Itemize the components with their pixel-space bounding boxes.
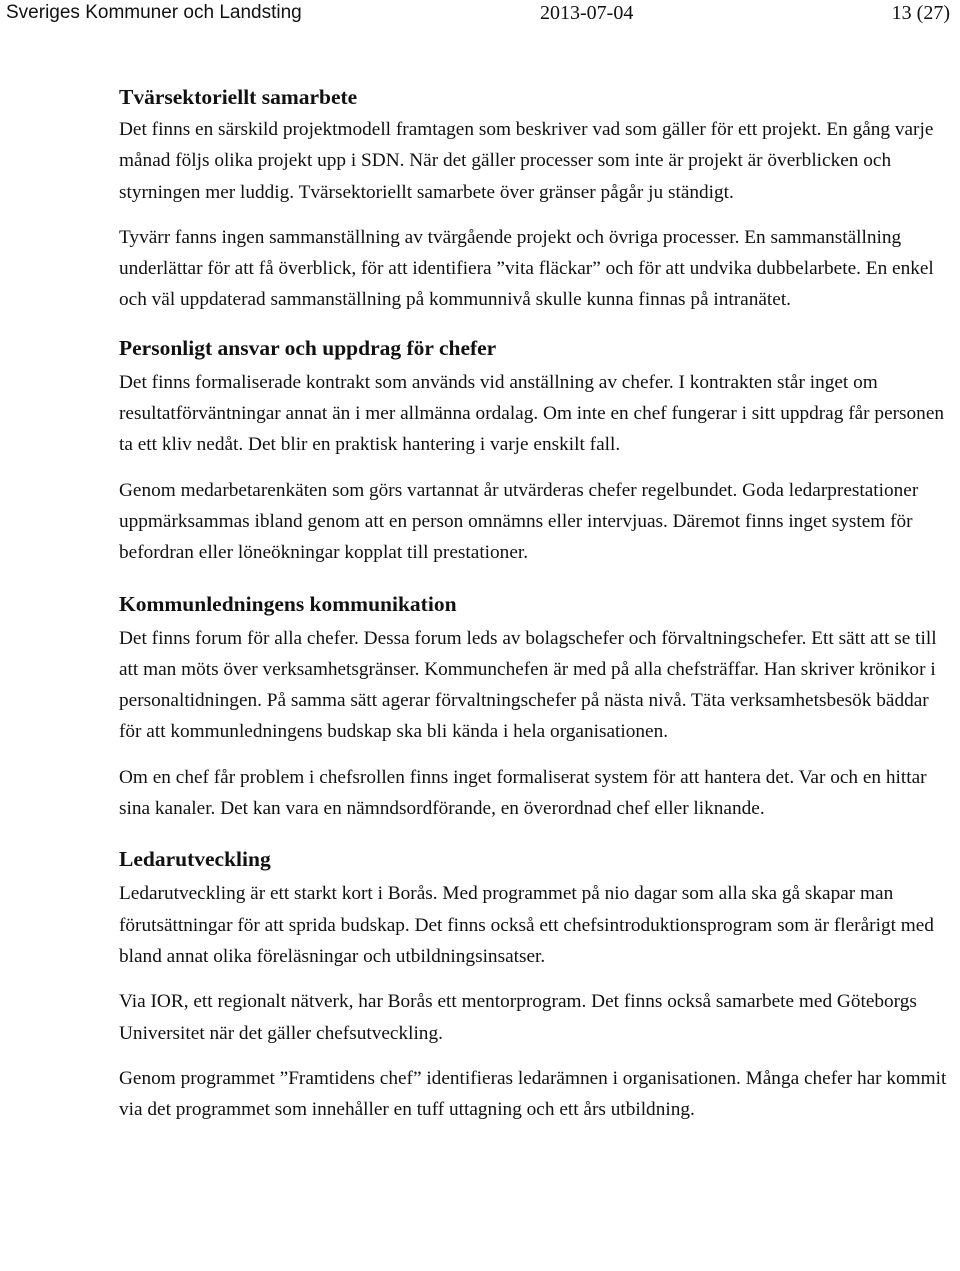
paragraph: Genom programmet ”Framtidens chef” identifieras ledarämnen i organisationen. Många chefer har kommit via det programmet som innehåller en tuff uttagning och ett års utbildning. [119,1067,947,1121]
header-page-number: 13 (27) [891,2,950,24]
paragraph: Det finns formaliserade kontrakt som används vid anställning av chefer. I kontrakten står inget om resultatförväntningar annat än i mer allmänna ordalag. Om inte en chef fungerar i sitt uppdrag får personen ta ett kliv nedåt. Det blir en praktisk hantering i varje enskilt fall. [119,371,945,456]
paragraph: Via IOR, ett regionalt nätverk, har Borås ett mentorprogram. Det finns också samarbete med Göteborgs Universitet när det gäller chefsutveckling. [119,991,917,1044]
paragraph: Genom medarbetarenkäten som görs vartannat år utvärderas chefer regelbundet. Goda ledarprestationer uppmärksammas ibland genom att en person omnämns eller intervjuas. Däremot finns inget system för befordran eller löneökningar kopplat till prestationer. [119,479,919,564]
header-date: 2013-07-04 [540,2,634,24]
paragraph: Det finns forum för alla chefer. Dessa forum leds av bolagschefer och förvaltningschefer. Ett sätt att se till att man möts över verksamhetsgränser. Kommunchefen är med på alla chefsträffar. Han skriver krönikor i personaltidningen. På samma sätt agerar förvaltningschefer på nästa nivå. Täta verksamhetsbesök bäddar för att kommunledningens budskap ska bli kända i hela organisationen. [119,627,937,743]
paragraph: Om en chef får problem i chefsrollen finns inget formaliserat system för att hantera det. Var och en hittar sina kanaler. Det kan vara en nämndsordförande, en överordnad chef eller liknande. [119,766,927,820]
header-organization: Sveriges Kommuner och Landsting [6,2,302,23]
section-heading: Personligt ansvar och uppdrag för chefer [119,335,497,360]
paragraph: Tyvärr fanns ingen sammanställning av tvärgående projekt och övriga processer. En sammanställning underlättar för att få överblick, för att identifiera ”vita fläckar” och för att undvika dubbelarbete. En enkel och väl uppdaterad sammanställning på kommunnivå skulle kunna finnas på intranätet. [119,226,934,311]
section-heading: Ledarutveckling [119,847,271,872]
section-kommunledningens-kommunikation [119,589,955,825]
paragraph: Det finns en särskild projektmodell framtagen som beskriver vad som gäller för ett projekt. En gång varje månad följs olika projekt upp i SDN. När det gäller processer som inte är projekt är överblicken och styrningen mer luddig. Tvärsektoriellt samarbete över gränser pågår ju ständigt. [119,119,934,203]
section-heading: Tvärsektoriellt samarbete [119,85,358,109]
section-tvarsektoriellt-samarbete [119,82,955,316]
paragraph: Ledarutveckling är ett starkt kort i Borås. Med programmet på nio dagar som alla ska gå skapar man förutsättningar för att sprida budskap. Det finns också ett chefsintroduktionsprogram som är flerårigt med bland annat olika föreläsningar och utbildningsinsatser. [119,883,934,967]
document-body [119,82,955,1125]
page-header [0,0,960,28]
section-ledarutveckling [119,844,955,1125]
section-personligt-ansvar [119,333,955,569]
section-heading: Kommunledningens kommunikation [119,591,457,616]
